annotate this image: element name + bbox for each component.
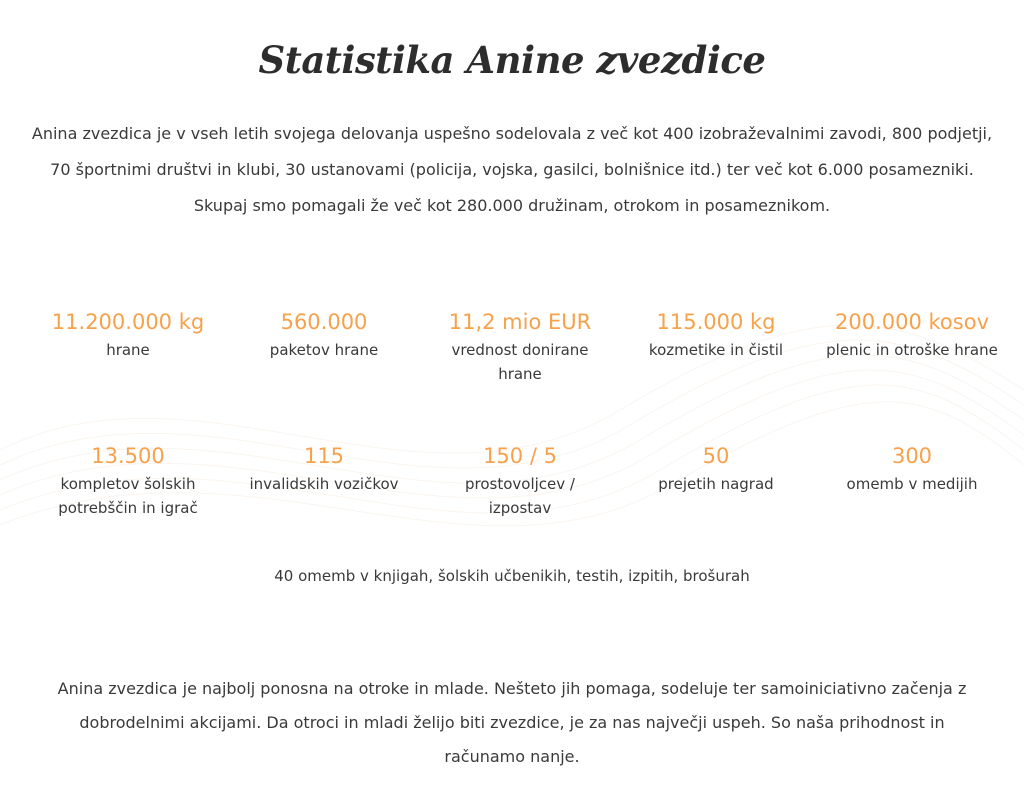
stat-value: 150 / 5 [483,444,557,468]
stat-value: 560.000 [280,310,368,334]
stats-grid [30,306,1010,560]
page-title: Statistika Anine zvezdice [258,38,766,82]
stat-value: 200.000 kosov [835,310,989,334]
stat-label: kozmetike in čistil [648,341,784,359]
stat-label: plenic in otroške hrane [826,341,998,359]
stat-item [30,440,226,560]
stat-label: vrednost donirane hrane [451,341,589,383]
stat-item [226,306,422,440]
stat-item [422,306,618,440]
stat-value: 11,2 mio EUR [448,310,592,334]
stat-item [814,440,1010,560]
stat-label: omemb v medijih [846,475,978,493]
stat-item [618,306,814,440]
stat-item [422,440,618,560]
stat-label: hrane [106,341,150,359]
stat-value: 300 [891,444,933,468]
media-mentions-note: 40 omemb v knjigah, šolskih učbenikih, testih, izpitih, brošurah [274,567,750,585]
intro-paragraph: Anina zvezdica je v vseh letih svojega delovanja uspešno sodelovala z več kot 400 izobraževalnimi zavodi, 800 podjetji, 70 športnimi društvi in klubi, 30 ustanovami (policija, vojska, gasilci, bolnišnice itd.) ter več kot 6.000 posamezniki. Skupaj smo pomagali že več kot 280.000 družinam, otrokom in posameznikom. [31,124,993,215]
stat-value: 11.200.000 kg [51,310,205,334]
closing-paragraph: Anina zvezdica je najbolj ponosna na otroke in mlade. Nešteto jih pomaga, sodeluje ter samoiniciativno začenja z dobrodelnimi akcijami. Da otroci in mladi želijo biti zvezdice, je za nas največji uspeh. So naša prihodnost in računamo nanje. [57,679,967,766]
stat-label: invalidskih vozičkov [249,475,399,493]
stat-item [618,440,814,560]
stat-item [226,440,422,560]
stat-label: kompletov šolskih potrebščin in igrač [58,475,198,517]
stat-value: 50 [702,444,730,468]
stat-value: 115 [303,444,345,468]
stat-value: 13.500 [91,444,165,468]
stat-value: 115.000 kg [656,310,776,334]
stat-item [30,306,226,440]
stat-label: paketov hrane [269,341,379,359]
stat-label: prejetih nagrad [658,475,774,493]
stat-item [814,306,1010,440]
stat-label: prostovoljcev / izpostav [465,475,575,517]
